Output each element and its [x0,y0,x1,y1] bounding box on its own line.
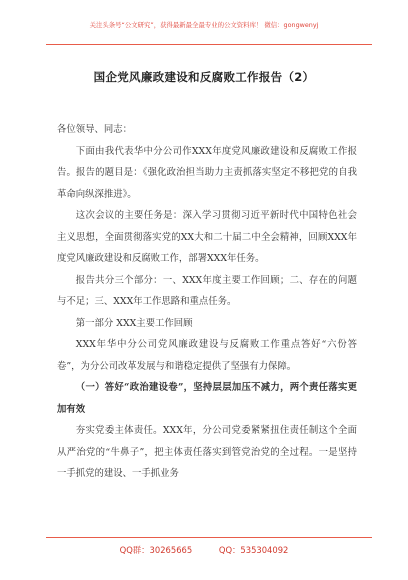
salutation: 各位领导、同志： [57,124,133,135]
body-paragraph: 报告共分三个部分：一、XXX年度主要工作回顾；二、存在的问题与不足；三、XXX年工作思路和重点任务。 [57,274,357,307]
body-paragraph: 这次会议的主要任务是：深入学习贯彻习近平新时代中国特色社会主义思想，全面贯彻落实党的XX大和二十届二中全会精神，回顾XXX年度党风廉政建设和反腐败工作，部署XXX年任务。 [57,210,357,264]
document-body [57,119,357,485]
footer-divider [46,537,372,538]
footer-contact [0,544,408,556]
body-paragraph: XXX年华中分公司党风廉政建设与反腐败工作重点答好“六份答卷”，为分公司改革发展与和谐稳定提供了坚强有力保障。 [57,339,357,372]
footer-qq: QQ：535304092 [218,545,289,555]
footer-qq-group: QQ群：30265665 [119,545,193,555]
section-heading: 第一部分 XXX主要工作回顾 [75,317,193,329]
header-divider [46,44,372,45]
document-title: 国企党风廉政建设和反腐败工作报告（2） [93,70,315,84]
body-paragraph: 夯实党委主体责任。XXX年，分公司党委紧紧扭住责任制这个全面从严治党的“牛鼻子”，把主体责任落实到管党治党的全过程。一是坚持一手抓党的建设、一手抓业务 [57,425,357,479]
body-paragraph: 下面由我代表华中分公司作XXX年度党风廉政建设和反腐败工作报告。报告的题目是：《强化政治担当助力主责抓落实坚定不移把党的自我革命向纵深推进》。 [57,145,357,200]
subsection-heading: （一）答好“政治建设卷”，坚持层层加压不减力，两个责任落实更加有效 [57,382,357,415]
header-banner: 关注头条号“公文研究”，获得最新最全最专业的公文资料库！ 微信：gongwenyj [89,21,319,29]
